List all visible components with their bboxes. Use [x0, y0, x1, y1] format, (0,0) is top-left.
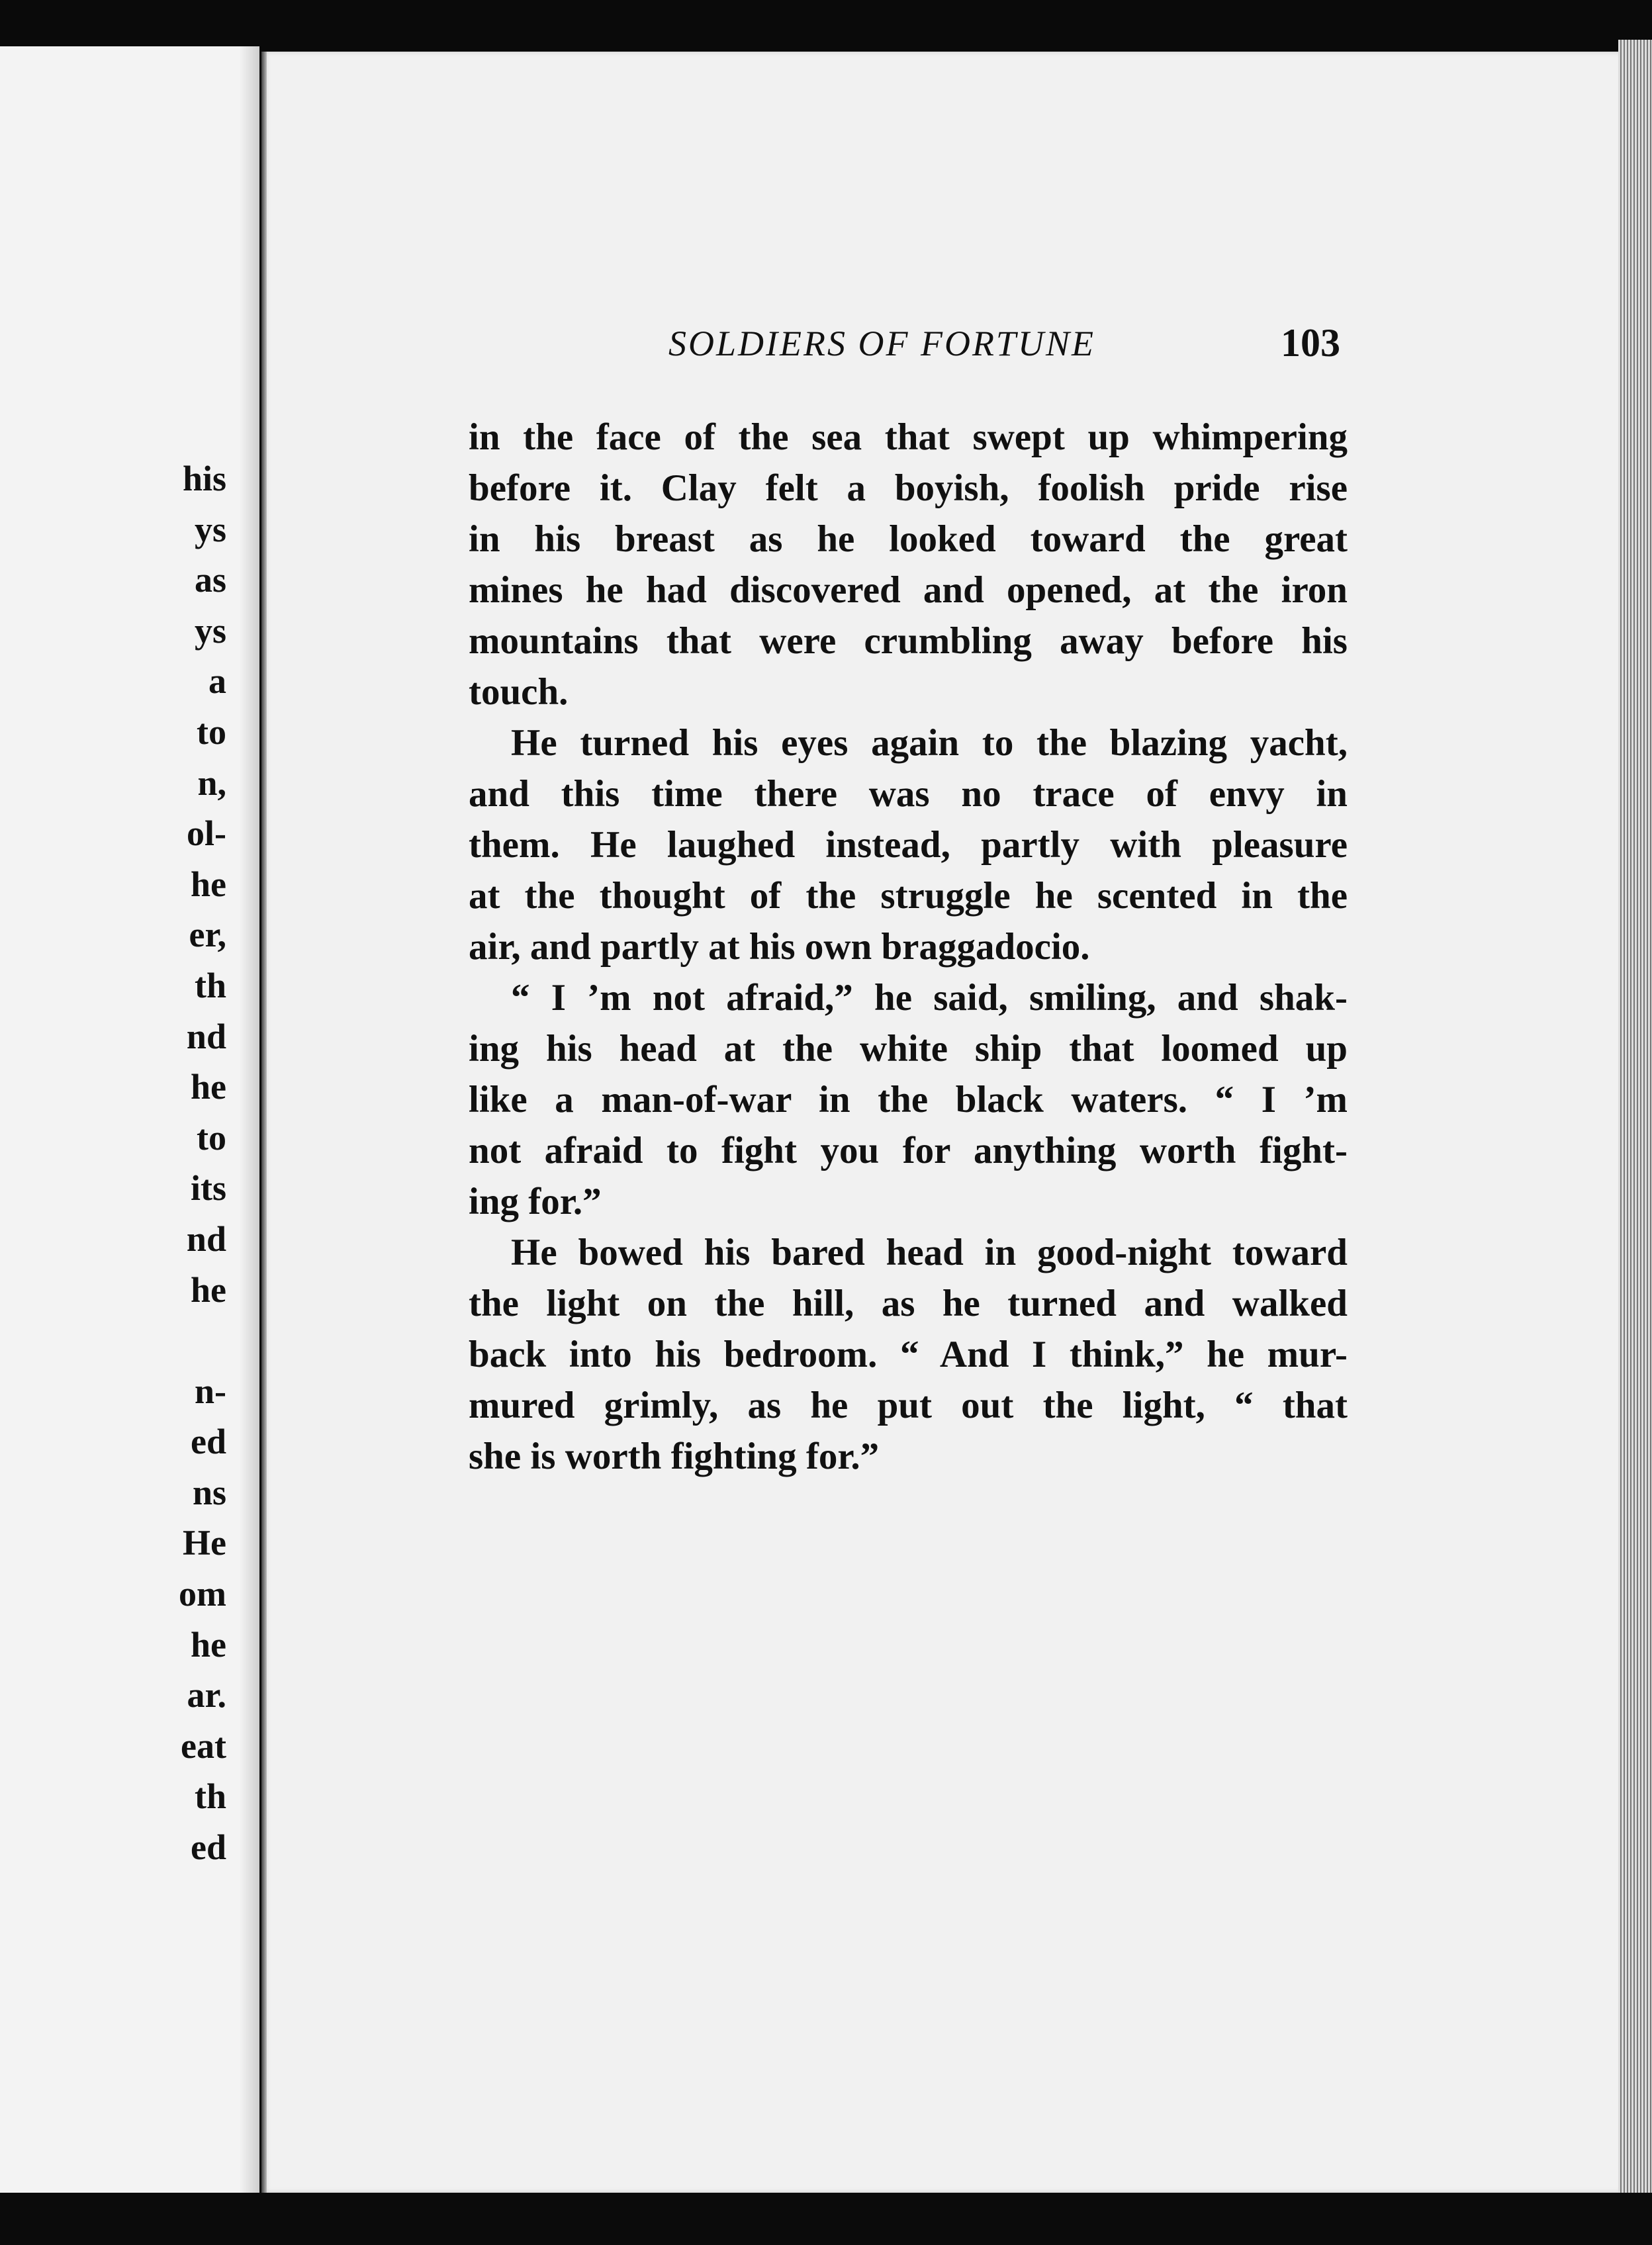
running-header: SOLDIERS OF FORTUNE: [668, 324, 1095, 363]
facing-page-gutter-shadow: [240, 46, 259, 2197]
text-line: back into his bedroom. “ And I think,” he mur-: [469, 1334, 1348, 1375]
facing-line: ys: [194, 610, 226, 651]
facing-line: n-: [194, 1371, 226, 1411]
facing-line: nd: [186, 1016, 226, 1056]
text-line: she is worth fighting for.”: [469, 1436, 880, 1477]
text-line: He turned his eyes again to the blazing yacht,: [511, 722, 1348, 764]
facing-line: its: [191, 1168, 226, 1209]
facing-page: [0, 46, 259, 2197]
text-line: the light on the hill, as he turned and walked: [469, 1283, 1348, 1324]
text-line: mured grimly, as he put out the light, “ that: [469, 1385, 1348, 1426]
text-line: in his breast as he looked toward the great: [469, 518, 1348, 560]
facing-line: nd: [186, 1218, 226, 1259]
text-line: touch.: [469, 671, 569, 713]
facing-line: as: [194, 560, 226, 600]
scan-top-border: [0, 0, 1652, 53]
page-edge-stack: [1618, 40, 1652, 2197]
facing-line: om: [179, 1574, 226, 1614]
text-line: at the thought of the struggle he scented in the: [469, 875, 1348, 917]
facing-line: ar.: [187, 1675, 226, 1716]
body-text: [469, 412, 1348, 1482]
facing-line: n,: [197, 762, 226, 803]
facing-page-text: [28, 453, 226, 1873]
facing-line: he: [191, 864, 226, 904]
facing-line: ns: [192, 1472, 226, 1512]
facing-line: ol-: [187, 813, 226, 854]
facing-line: he: [191, 1624, 226, 1665]
text-line: mines he had discovered and opened, at the iron: [469, 569, 1348, 611]
text-line: in the face of the sea that swept up whimpering: [469, 416, 1348, 458]
facing-line: ys: [194, 509, 226, 549]
text-line: “ I ’m not afraid,” he said, smiling, and shak-: [511, 977, 1348, 1019]
text-line: them. He laughed instead, partly with pleasure: [469, 824, 1348, 866]
text-line: air, and partly at his own braggadocio.: [469, 926, 1090, 968]
facing-line: to: [197, 1117, 226, 1158]
facing-line: he: [191, 1067, 226, 1107]
scan-bottom-border: [0, 2193, 1652, 2245]
facing-line: [28, 1315, 226, 1366]
facing-line: to: [197, 711, 226, 752]
facing-line: ed: [191, 1422, 226, 1462]
facing-line: ed: [191, 1827, 226, 1868]
book-gutter: [261, 52, 267, 2193]
facing-line: he: [191, 1269, 226, 1310]
facing-line: his: [182, 459, 226, 498]
facing-line: He: [183, 1523, 226, 1563]
text-line: before it. Clay felt a boyish, foolish pride rise: [469, 467, 1348, 509]
text-line: mountains that were crumbling away before his: [469, 620, 1348, 662]
facing-line: er,: [189, 915, 226, 955]
text-line: ing his head at the white ship that loomed up: [469, 1028, 1348, 1070]
text-line: He bowed his bared head in good-night toward: [511, 1232, 1348, 1273]
facing-line: eat: [181, 1725, 226, 1766]
page-number: 103: [1281, 321, 1340, 365]
text-line: not afraid to fight you for anything worth fight-: [469, 1130, 1348, 1171]
text-line: and this time there was no trace of envy in: [469, 773, 1348, 815]
text-line: ing for.”: [469, 1181, 602, 1222]
facing-line: a: [208, 661, 226, 702]
text-line: like a man-of-war in the black waters. “ I ’m: [469, 1079, 1348, 1121]
facing-line: th: [194, 1776, 226, 1817]
facing-line: th: [194, 965, 226, 1005]
